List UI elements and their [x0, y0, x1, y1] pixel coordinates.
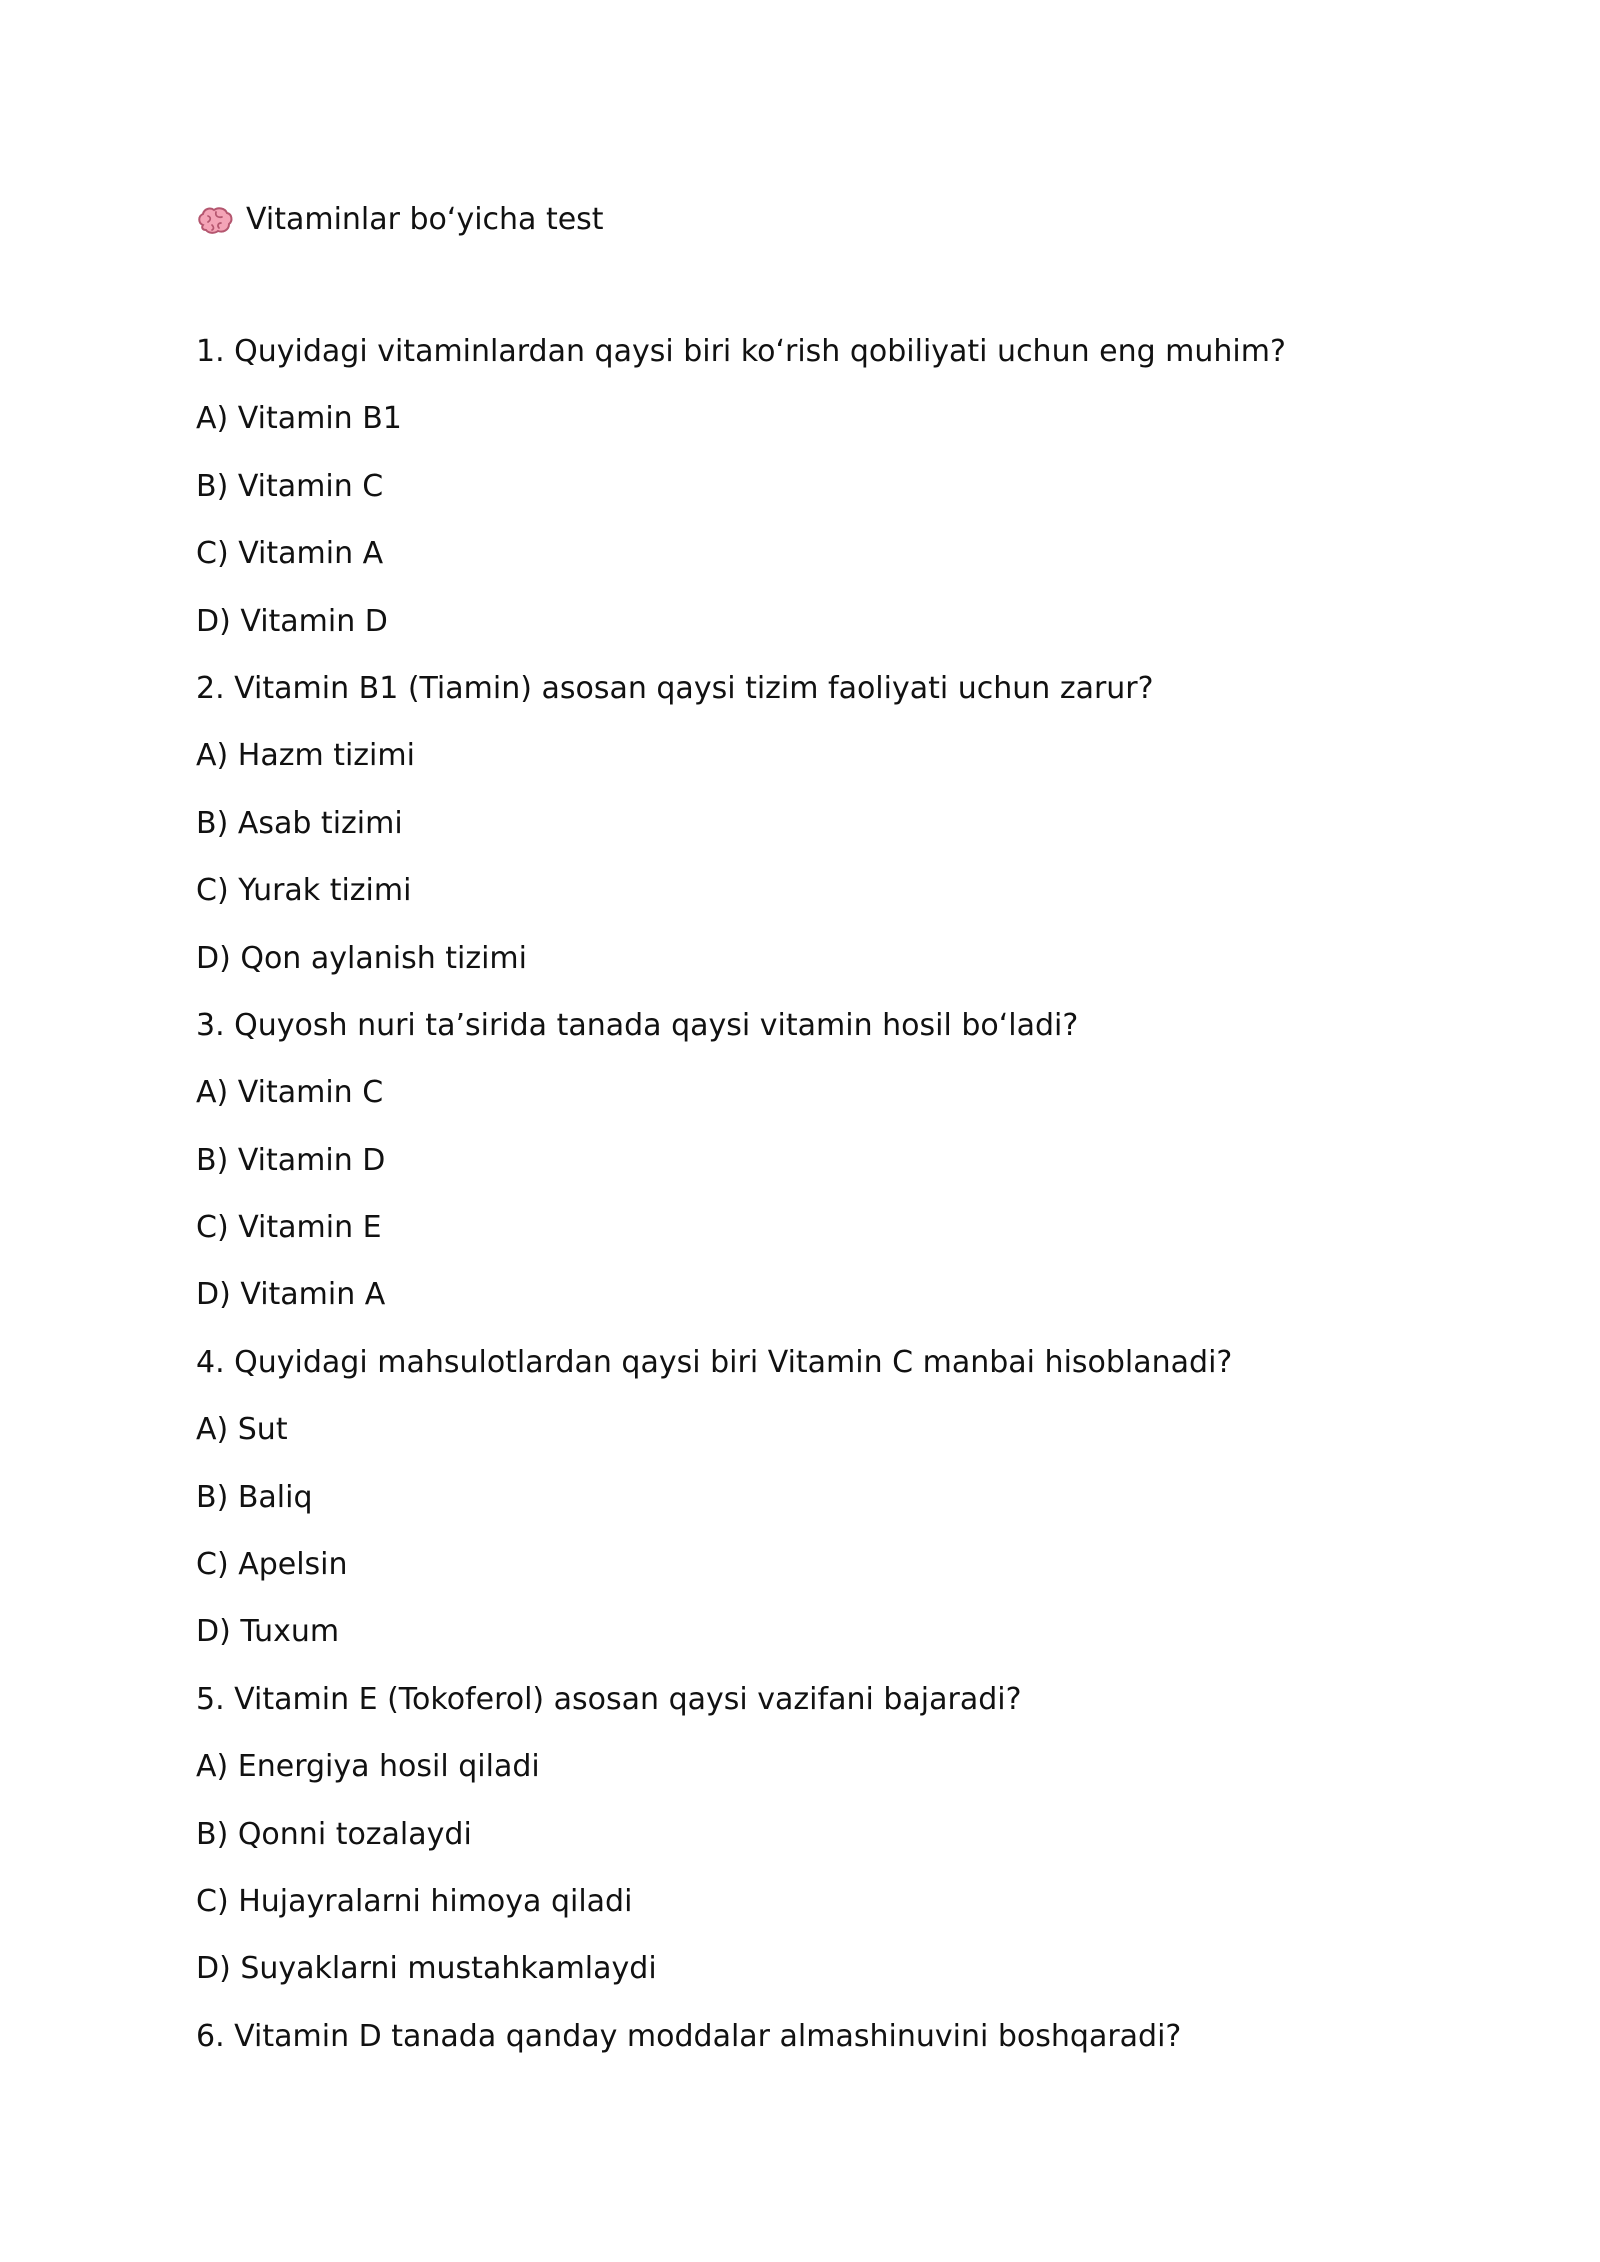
question-2: 2. Vitamin B1 (Tiamin) asosan qaysi tizim faoliyati uchun zarur? [196, 670, 1154, 706]
question-5-option-a: A) Energiya hosil qiladi [196, 1749, 540, 1785]
question-5: 5. Vitamin E (Tokoferol) asosan qaysi vazifani bajaradi? [196, 1681, 1022, 1717]
question-1-option-d: D) Vitamin D [196, 603, 388, 639]
question-2-option-d: D) Qon aylanish tizimi [196, 940, 527, 976]
question-3-option-d: D) Vitamin A [196, 1277, 386, 1313]
question-3-option-a: A) Vitamin C [196, 1075, 384, 1111]
question-1-option-c: C) Vitamin A [196, 536, 384, 572]
question-3: 3. Quyosh nuri ta’sirida tanada qaysi vitamin hosil bo‘ladi? [196, 1007, 1079, 1043]
question-1-option-b: B) Vitamin C [196, 468, 384, 504]
question-3-option-b: B) Vitamin D [196, 1142, 386, 1178]
question-4-option-d: D) Tuxum [196, 1614, 340, 1650]
question-4: 4. Quyidagi mahsulotlardan qaysi biri Vitamin C manbai hisoblanadi? [196, 1344, 1233, 1380]
question-3-option-c: C) Vitamin E [196, 1210, 382, 1246]
question-4-option-c: C) Apelsin [196, 1547, 348, 1583]
brain-icon [196, 204, 234, 236]
question-2-option-a: A) Hazm tizimi [196, 738, 415, 774]
question-5-option-b: B) Qonni tozalaydi [196, 1816, 472, 1852]
question-1: 1. Quyidagi vitaminlardan qaysi biri ko‘rish qobiliyati uchun eng muhim? [196, 334, 1286, 369]
document-title: Vitaminlar bo‘yicha test [246, 202, 604, 237]
question-2-option-c: C) Yurak tizimi [196, 873, 412, 909]
question-4-option-b: B) Baliq [196, 1479, 313, 1515]
question-4-option-a: A) Sut [196, 1412, 288, 1448]
question-2-option-b: B) Asab tizimi [196, 805, 403, 841]
question-6: 6. Vitamin D tanada qanday moddalar almashinuvini boshqaradi? [196, 2018, 1182, 2054]
question-1-option-a: A) Vitamin B1 [196, 401, 402, 437]
question-list [196, 328, 1446, 2080]
document-title-row [196, 196, 604, 244]
question-5-option-d: D) Suyaklarni mustahkamlaydi [196, 1951, 657, 1987]
question-5-option-c: C) Hujayralarni himoya qiladi [196, 1883, 633, 1919]
